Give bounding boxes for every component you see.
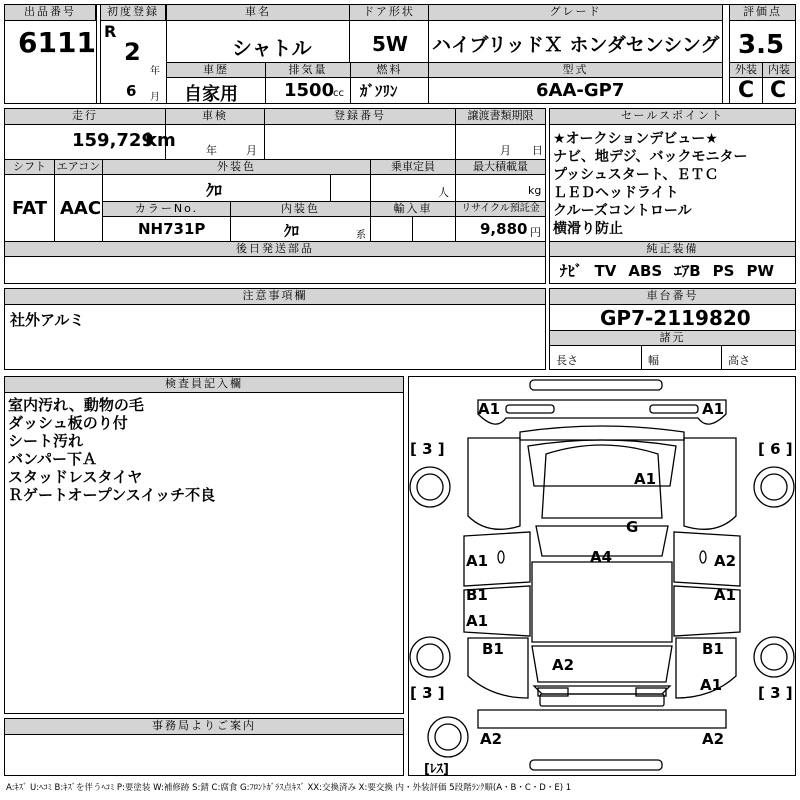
intcolor-unit: 系 xyxy=(356,230,366,241)
door-cell xyxy=(349,20,429,63)
ext-label: 外装 xyxy=(729,62,763,78)
damage-mark: A2 xyxy=(702,730,725,748)
import-split xyxy=(412,216,456,242)
inspect-month: 月 xyxy=(246,144,257,157)
tire-depth: [ 6 ] xyxy=(758,440,793,458)
model-label: 型式 xyxy=(428,62,723,78)
disp-label: 排気量 xyxy=(265,62,351,78)
dims-width-cell xyxy=(641,345,722,370)
width-label: 幅 xyxy=(648,354,659,367)
office-label: 事務局よりご案内 xyxy=(4,718,404,735)
reg-box xyxy=(100,4,167,104)
dims-label: 諸元 xyxy=(549,330,796,346)
grade: ハイブリッドＸ ホンダセンシング xyxy=(432,34,720,56)
damage-mark: G xyxy=(626,518,639,536)
equipment-item: PS xyxy=(712,262,735,280)
color-split xyxy=(330,174,371,202)
inspect-year: 年 xyxy=(206,144,217,157)
transfer-day: 日 xyxy=(532,144,543,157)
name-label: 車名 xyxy=(166,4,350,21)
inspect-cell xyxy=(165,108,265,160)
damage-mark: A1 xyxy=(634,470,657,488)
transfer-cell xyxy=(455,108,546,160)
reg-year: 2 xyxy=(124,38,141,66)
equipment-item: PW xyxy=(746,262,774,280)
history-label: 車歴 xyxy=(166,62,266,78)
score: 3.5 xyxy=(738,30,785,60)
recycle: 9,880 xyxy=(480,220,528,238)
lower-row xyxy=(166,77,723,104)
inspector-label: 検査員記入欄 xyxy=(4,376,404,393)
shift-label: シフト xyxy=(4,159,55,175)
mileage-unit: km xyxy=(145,130,176,151)
intcolor: ｸﾛ xyxy=(284,222,300,240)
first-reg-label: 初度登録 xyxy=(100,4,166,21)
disp-cell xyxy=(265,62,351,104)
legend: A:ｷｽﾞ U:ﾍｺﾐ B:ｷｽﾞを伴うﾍｺﾐ P:要塗装 W:補修跡 S:錆 C:腐食 G:ﾌﾛﾝﾄｶﾞﾗｽ点ｷｽﾞ XX:交換済み X:要交換 内・外装評価 5段階ﾗﾝｸ順(A・B・C・D・E) 1 xyxy=(6,783,572,793)
damage-mark: A4 xyxy=(590,548,613,566)
displacement: 1500 xyxy=(284,80,335,101)
ac-cell xyxy=(54,159,103,242)
capacity-label: 乗車定員 xyxy=(370,159,456,175)
transfer-label: 譲渡書類期限 xyxy=(455,108,546,125)
lot-box xyxy=(4,4,97,104)
equipment-list xyxy=(560,260,786,281)
model: 6AA-GP7 xyxy=(536,80,625,101)
damage-mark: B1 xyxy=(466,586,488,604)
damage-mark: A1 xyxy=(702,400,725,418)
fuel-label: 燃料 xyxy=(350,62,429,78)
later-parts-label: 後日発送部品 xyxy=(4,241,546,257)
chassis-label: 車台番号 xyxy=(549,288,796,305)
capacity-unit: 人 xyxy=(438,186,449,199)
car-diagram xyxy=(408,376,796,776)
import-label: 輸入車 xyxy=(370,201,456,217)
color-row xyxy=(102,174,546,202)
equipment-item: TV xyxy=(594,262,617,280)
fuel-cell xyxy=(350,62,429,104)
inspector-notes: 室内汚れ、動物の毛 ダッシュ板のり付 シート汚れ バンパー下Ａ スタッドレスタイヤ Ｒゲートオープンスイッチ不良 xyxy=(8,396,216,504)
damage-mark: A1 xyxy=(466,552,489,570)
equipment-item: ｴｱB xyxy=(674,262,701,280)
tire-depth: [ 3 ] xyxy=(410,440,445,458)
int-score: C xyxy=(770,78,787,103)
tire-depth: [ 3 ] xyxy=(758,684,793,702)
upper-row xyxy=(166,20,723,63)
door-label: ドア形状 xyxy=(349,4,429,21)
notes-label: 注意事項欄 xyxy=(4,288,546,305)
colorno-label: カラーNo. xyxy=(102,201,231,217)
lot-label: 出品番号 xyxy=(4,4,96,21)
height-label: 高さ xyxy=(728,354,750,367)
car-name: シャトル xyxy=(232,36,312,60)
damage-mark: B1 xyxy=(702,640,724,658)
shift: FAT xyxy=(12,198,48,219)
transfer-month: 月 xyxy=(500,144,511,157)
reg-month: 6 xyxy=(126,82,137,100)
load-unit: kg xyxy=(528,184,542,197)
spare-tire: [ﾚｽ] xyxy=(424,762,449,777)
intcolor-cell xyxy=(230,216,371,242)
damage-mark: A1 xyxy=(478,400,501,418)
ac: AAC xyxy=(60,198,102,219)
disp-unit: cc xyxy=(333,88,344,99)
ext-score: C xyxy=(738,78,755,103)
equipment-item: ﾅﾋﾞ xyxy=(560,262,583,280)
notes-text: 社外アルミ xyxy=(10,311,85,329)
damage-mark: A2 xyxy=(480,730,503,748)
grade-label: グレード xyxy=(428,4,723,21)
damage-mark: B1 xyxy=(482,640,504,658)
damage-mark: A1 xyxy=(700,676,723,694)
color: ｸﾛ xyxy=(206,181,223,200)
damage-mark: A1 xyxy=(714,586,737,604)
door-type: 5W xyxy=(372,32,408,56)
sales-points: ★オークションデビュー★ ナビ、地デジ、バックモニター プッシュスタート、ＥＴＣ ＬＥＤヘッドライト クルーズコントロール 横滑り防止 xyxy=(553,131,748,237)
ac-label: エアコン xyxy=(54,159,103,175)
damage-mark: A2 xyxy=(714,552,737,570)
reg-year-unit: 年 xyxy=(150,66,160,77)
equipment-item: ABS xyxy=(628,262,663,280)
load-label: 最大積載量 xyxy=(455,159,546,175)
length-label: 長さ xyxy=(556,354,578,367)
reg-month-unit: 月 xyxy=(150,92,160,103)
colorno: NH731P xyxy=(138,220,206,238)
int-label: 内装 xyxy=(762,62,796,78)
capacity-cell xyxy=(370,159,456,202)
fuel: ｶﾞｿﾘﾝ xyxy=(360,82,398,100)
history: 自家用 xyxy=(184,84,238,105)
recycle-unit: 円 xyxy=(530,226,541,239)
equipment-label: 純正装備 xyxy=(549,241,796,257)
sales-label: セールスポイント xyxy=(549,108,796,125)
recycle-label: リサイクル預託金 xyxy=(455,201,546,217)
mileage: 159,729 xyxy=(72,130,154,151)
shift-cell xyxy=(4,159,55,242)
color-label: 外装色 xyxy=(102,159,371,175)
int-cell xyxy=(762,62,796,104)
score-label: 評価点 xyxy=(729,4,796,21)
damage-mark: A2 xyxy=(552,656,575,674)
mileage-label: 走行 xyxy=(4,108,166,125)
regno-label: 登録番号 xyxy=(264,108,456,125)
reg-era: R xyxy=(104,22,117,41)
damage-mark: A1 xyxy=(466,612,489,630)
lot-number: 6111 xyxy=(18,26,96,59)
tire-depth: [ 3 ] xyxy=(410,684,445,702)
intcolor-label: 内装色 xyxy=(230,201,371,217)
chassis-number: GP7-2119820 xyxy=(600,306,751,330)
inspect-label: 車検 xyxy=(165,108,265,125)
